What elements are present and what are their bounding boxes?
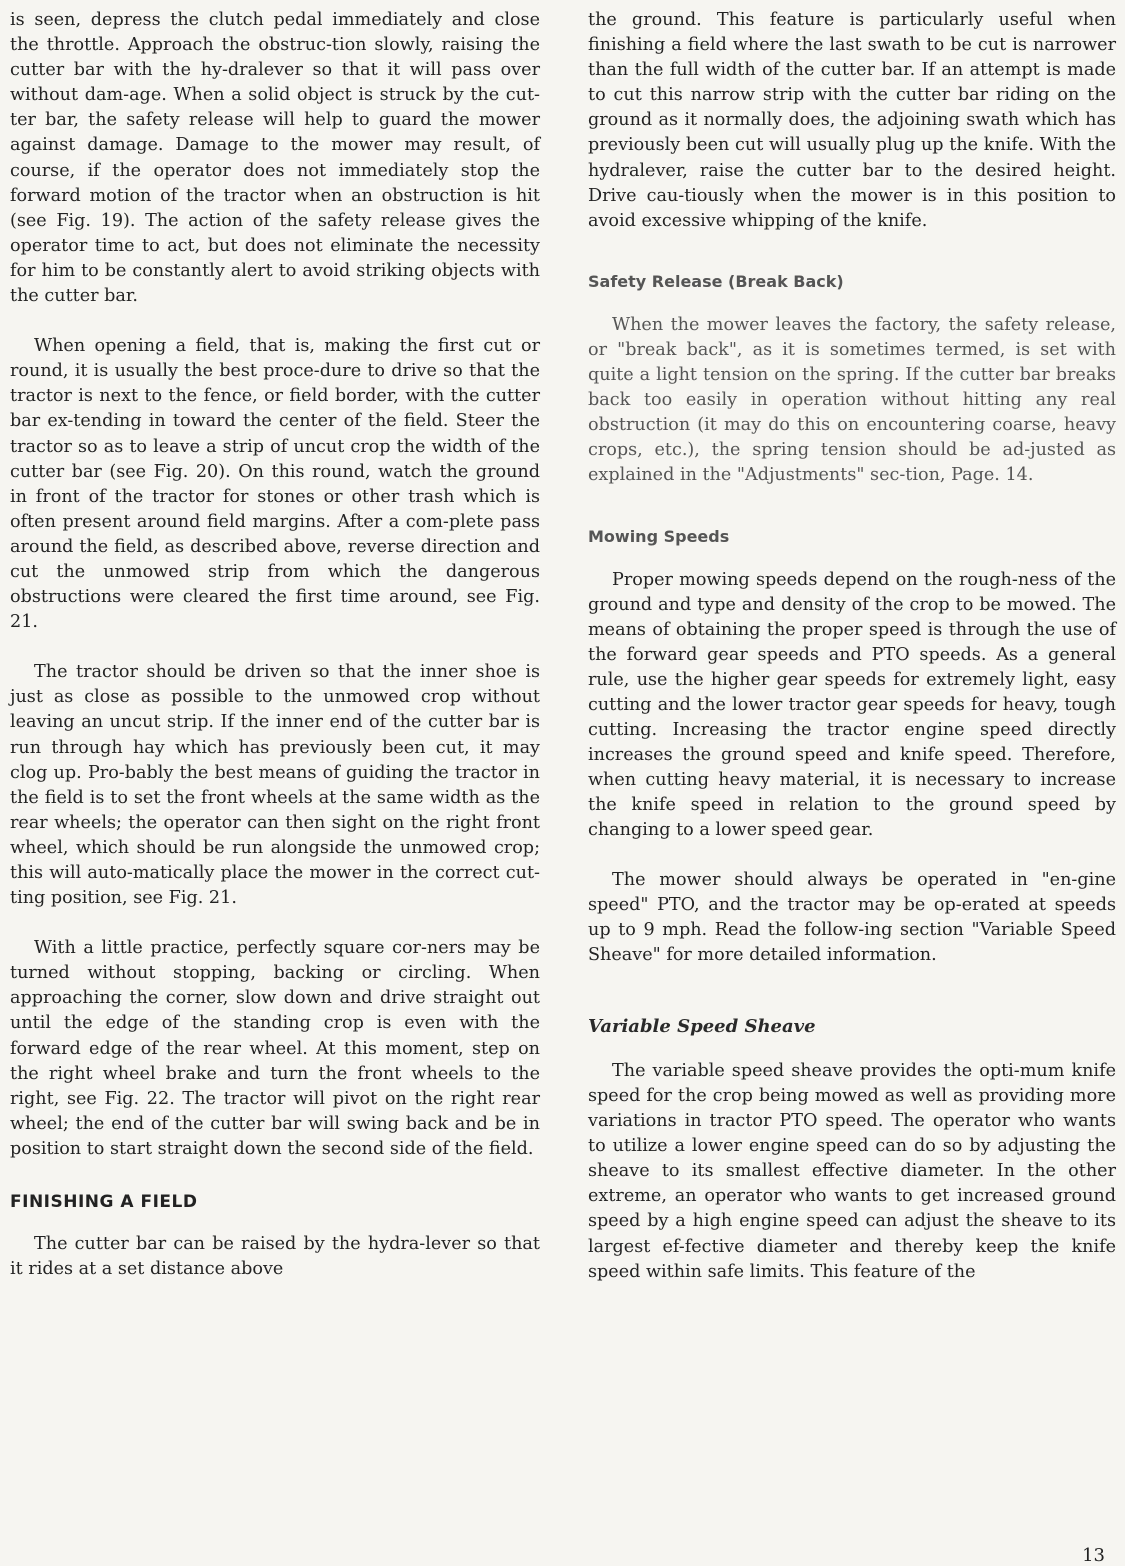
paragraph-engine-speed: The mower should always be operated in "en-gine speed" PTO, and the tractor may be op-erated at speeds up to 9 mph. Read the follow-ing section "Variable Speed Sheave" for more detailed information. xyxy=(588,869,1116,965)
left-column xyxy=(10,8,540,1282)
paragraph-ground: the ground. This feature is particularly useful when finishing a field where the last swath to be cut is narrower than the full width of the cutter bar. If an attempt is made to cut this narrow strip with the cutter bar riding on the ground as it normally does, the adjoining swath which has previously been cut will usually plug up the knife. With the hydralever, raise the cutter bar to the desired height. Drive cau-tiously when the mower is in this position to avoid excessive whipping of the knife. xyxy=(588,10,1116,231)
heading-safety-release: Safety Release (Break Back) xyxy=(588,271,844,291)
paragraph-safety-release: When the mower leaves the factory, the safety release, or "break back", as it is sometimes termed, is set with quite a light tension on the spring. If the cutter bar breaks back too easily in operation without hitting any real obstruction (it may do this on encountering coarse, heavy crops, etc.), the spring tension should be ad-justed as explained in the "Adjustments" sec-tion, Page. 14. xyxy=(588,314,1116,486)
heading-mowing-speeds: Mowing Speeds xyxy=(588,526,730,546)
paragraph-opening-field: When opening a field, that is, making the first cut or round, it is usually the best proce-dure to drive so that the tractor is next to the fence, or field border, with the cutter bar ex-tending in toward the center of the field. Steer the tractor so as to leave a strip of uncut crop the width of the cutter bar (see Fig. 20). On this round, watch the ground in front of the tractor for stones or other trash which is often present around field margins. After a com-plete pass around the field, as described above, reverse direction and cut the unmowed strip from which the dangerous obstructions were cleared the first time around, see Fig. 21. xyxy=(10,336,540,633)
heading-finishing-a-field: FINISHING A FIELD xyxy=(10,1192,198,1213)
paragraph-obstruction: is seen, depress the clutch pedal immediately and close the throttle. Approach the obstruc-tion slowly, raising the cutter bar with the hy-dralever so that it will pass over without dam-age. When a solid object is struck by the cut-ter bar, the safety release will help to guard the mower against damage. Damage to the mower may result, of course, if the operator does not immediately stop the forward motion of the tractor when an obstruction is hit (see Fig. 19). The action of the safety release gives the operator time to act, but does not eliminate the necessity for him to be constantly alert to avoid striking objects with the cutter bar. xyxy=(10,10,540,307)
paragraph-square-corners: With a little practice, perfectly square cor-ners may be turned without stopping, backing or circling. When approaching the corner, slow down and drive straight out until the edge of the standing crop is even with the forward edge of the rear wheel. At this moment, step on the right wheel brake and turn the front wheels to the right, see Fig. 22. The tractor will pivot on the right rear wheel; the end of the cutter bar will swing back and be in position to start straight down the second side of the field. xyxy=(10,938,540,1159)
paragraph-driving-position: The tractor should be driven so that the inner shoe is just as close as possible to the unmowed crop without leaving an uncut strip. If the inner end of the cutter bar is run through hay which has previously been cut, it may clog up. Pro-bably the best means of guiding the tractor in the field is to set the front wheels at the same width as the rear wheels; the operator can then sight on the right front wheel, which should be run alongside the unmowed crop; this will auto-matically place the mower in the correct cut-ting position, see Fig. 21. xyxy=(10,662,540,909)
right-column xyxy=(588,8,1116,1285)
page-number: 13 xyxy=(1082,1545,1105,1566)
paragraph-finishing: The cutter bar can be raised by the hydra-lever so that it rides at a set distance above xyxy=(10,1234,540,1280)
heading-variable-speed-sheave: Variable Speed Sheave xyxy=(588,1015,816,1037)
paragraph-variable-speed-sheave: The variable speed sheave provides the opti-mum knife speed for the crop being mowed as well as providing more variations in tractor PTO speed. The operator who wants to utilize a lower engine speed can do so by adjusting the sheave to its smallest effective diameter. In the other extreme, an operator who wants to get increased ground speed by a high engine speed can adjust the sheave to its largest ef-fective diameter and thereby keep the knife speed within safe limits. This feature of the xyxy=(588,1060,1116,1282)
paragraph-mowing-speeds: Proper mowing speeds depend on the rough-ness of the ground and type and density of the crop to be mowed. The means of obtaining the proper speed is through the use of the forward gear speeds and PTO speeds. As a general rule, use the higher gear speeds for extremely light, easy cutting and the lower tractor gear speeds for heavy, tough cutting. Increasing the tractor engine speed directly increases the ground speed and knife speed. Therefore, when cutting heavy material, it is necessary to increase the knife speed in relation to the ground speed by changing to a lower speed gear. xyxy=(588,569,1116,841)
